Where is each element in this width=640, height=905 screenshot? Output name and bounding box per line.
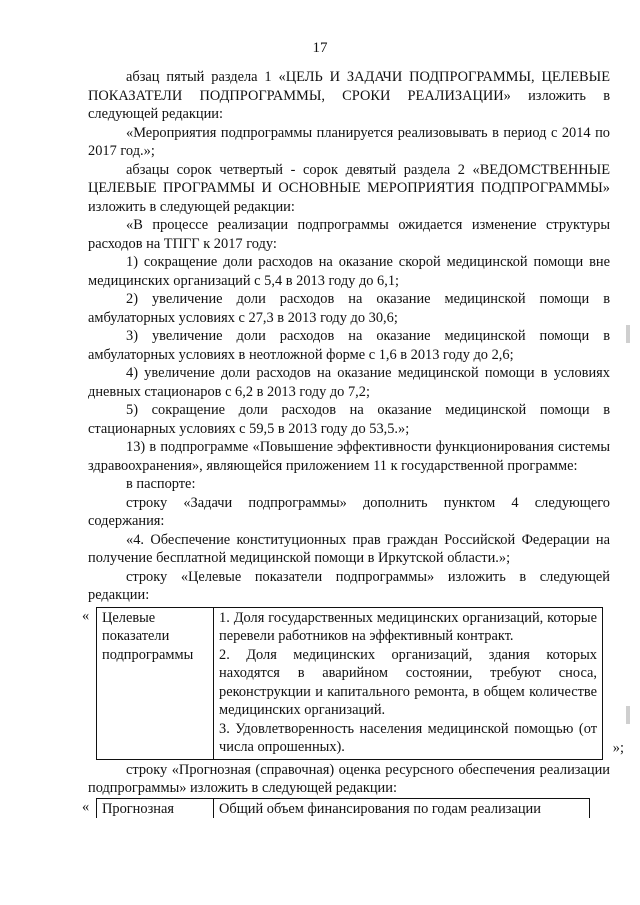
scan-mark bbox=[626, 325, 630, 343]
paragraph: абзац пятый раздела 1 «ЦЕЛЬ И ЗАДАЧИ ПОДПРОГРАММЫ, ЦЕЛЕВЫЕ ПОКАЗАТЕЛИ ПОДПРОГРАММЫ, СРОКИ РЕАЛИЗАЦИИ» изложить в следующей редакции: bbox=[88, 69, 610, 122]
paragraph: 1) сокращение доли расходов на оказание скорой медицинской помощи вне медицинских организаций с 5,4 в 2013 году до 6,1; bbox=[88, 254, 610, 289]
table-row bbox=[97, 607, 603, 759]
row-content bbox=[214, 607, 603, 759]
target-indicators-table bbox=[82, 607, 624, 760]
paragraph: 3) увеличение доли расходов на оказание медицинской помощи в амбулаторных условиях в неотложной форме с 1,6 в 2013 году до 2,6; bbox=[88, 328, 610, 363]
open-quote: « bbox=[82, 798, 90, 815]
indicator-item: 2. Доля медицинских организаций, здания которых находятся в аварийном состоянии, требуют сноса, реконструкции и капитального ремонта, в общем количестве медицинских организаций. bbox=[219, 646, 597, 718]
document-body bbox=[82, 68, 624, 818]
paragraph: строку «Целевые показатели подпрограммы» изложить в следующей редакции: bbox=[88, 568, 610, 603]
indicator-item: 3. Удовлетворенность населения медицинской помощью (от числа опрошенных). bbox=[219, 720, 597, 755]
paragraph: строку «Задачи подпрограммы» дополнить пунктом 4 следующего содержания: bbox=[88, 494, 610, 529]
scan-mark bbox=[626, 706, 630, 724]
row-content: Общий объем финансирования по годам реализации bbox=[214, 798, 590, 818]
page-number: 17 bbox=[312, 40, 328, 56]
paragraph: абзацы сорок четвертый - сорок девятый раздела 2 «ВЕДОМСТВЕННЫЕ ЦЕЛЕВЫЕ ПРОГРАММЫ И ОСНОВНЫЕ МЕРОПРИЯТИЯ ПОДПРОГРАММЫ» изложить в следующей редакции: bbox=[88, 161, 610, 215]
table-row bbox=[97, 798, 590, 818]
close-quote: »; bbox=[612, 740, 624, 756]
row-label: Прогнозная bbox=[97, 798, 214, 818]
paragraph: в паспорте: bbox=[126, 476, 196, 492]
open-quote: « bbox=[82, 607, 90, 624]
resource-estimate-table bbox=[82, 798, 610, 819]
paragraph: 4) увеличение доли расходов на оказание медицинской помощи в условиях дневных стационаров с 6,2 в 2013 году до 7,2; bbox=[88, 365, 610, 400]
row-label: Целевые показатели подпрограммы bbox=[97, 607, 214, 759]
paragraph: «Мероприятия подпрограммы планируется реализовывать в период с 2014 по 2017 год.»; bbox=[88, 124, 610, 159]
paragraph: 13) в подпрограмме «Повышение эффективности функционирования системы здравоохранения», являющейся приложением 11 к государственной программе: bbox=[88, 439, 610, 474]
paragraph: 5) сокращение доли расходов на оказание медицинской помощи в стационарных условиях с 59,5 в 2013 году до 53,5.»; bbox=[88, 402, 610, 437]
paragraph: «4. Обеспечение конституционных прав граждан Российской Федерации на получение бесплатной медицинской помощи в Иркутской области.»; bbox=[88, 531, 610, 566]
paragraph: 2) увеличение доли расходов на оказание медицинской помощи в амбулаторных условиях с 27,3 в 2013 году до 30,6; bbox=[88, 291, 610, 326]
paragraph: строку «Прогнозная (справочная) оценка ресурсного обеспечения реализации подпрограммы» изложить в следующей редакции: bbox=[88, 761, 610, 796]
paragraph: «В процессе реализации подпрограммы ожидается изменение структуры расходов на ТПГГ к 2017 году: bbox=[88, 217, 610, 252]
indicator-item: 1. Доля государственных медицинских организаций, которые перевели работников на эффективный контракт. bbox=[219, 609, 597, 644]
